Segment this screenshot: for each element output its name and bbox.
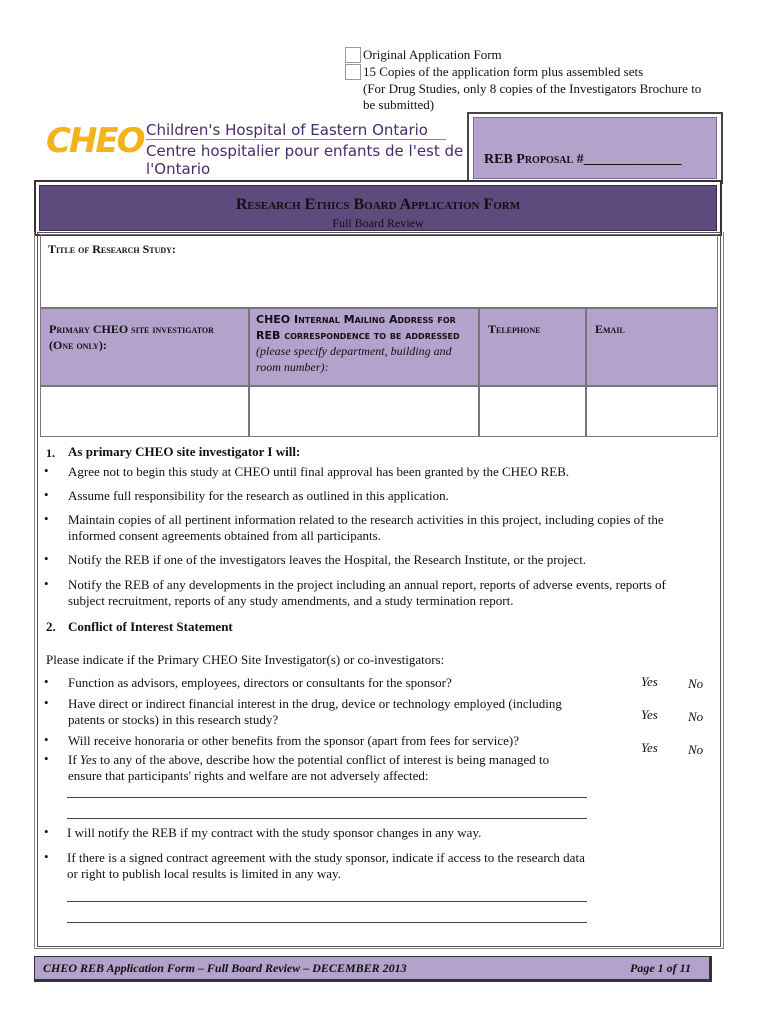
col-address-label [256,311,476,375]
signed-contract-item: If there is a signed contract agreement with the study sponsor, indicate if access to the research data [67,850,585,865]
coi-item-financial: Have direct or indirect financial interest in the drug, device or technology employed (including [68,696,562,711]
col-email-label: Email [595,322,625,336]
coi-item-describe-cont: ensure that participants' rights and welfare are not adversely affected: [68,768,429,783]
section1-heading: As primary CHEO site investigator I will: [68,444,301,459]
section1-number: 1. [46,446,55,460]
section2-intro: Please indicate if the Primary CHEO Site Investigator(s) or co-investigators: [46,652,445,667]
coi-item-honoraria: Will receive honoraria or other benefits from the sponsor (apart from fees for service)? [68,733,520,748]
coi-answer-line-1[interactable] [67,797,587,798]
yes-option-1[interactable]: Yes [641,674,658,689]
no-option-2[interactable]: No [688,709,704,724]
logo-divider [146,139,446,140]
study-title-field[interactable] [40,234,718,308]
telephone-input[interactable] [479,386,586,437]
footer-page-number: Page 1 of 11 [630,961,691,975]
coi-item-financial-cont: patents or stocks) in this research study? [68,712,279,727]
contract-answer-line-1[interactable] [67,901,587,902]
bullet-icon: • [44,695,49,710]
no-option-3[interactable]: No [688,742,704,757]
bullet-icon: • [44,751,49,766]
form-title: Research Ethics Board Application Form [235,196,521,213]
copies-checkbox[interactable] [345,64,361,80]
drug-studies-note: (For Drug Studies, only 8 copies of the Investigators Brochure to [363,81,702,96]
form-title-banner [34,180,722,236]
notify-contract-item: I will notify the REB if my contract with the study sponsor changes in any way. [67,825,482,840]
bullet-icon: • [44,824,49,839]
bullet-icon: • [44,551,49,566]
cheo-logo [46,118,466,178]
col-telephone-header [479,308,586,386]
section1-item-developments-cont: subject recruitment, reports of any study amendments, and a study termination report. [68,593,514,608]
bullet-icon: • [44,487,49,502]
email-input[interactable] [586,386,718,437]
bullet-icon: • [44,849,49,864]
logo-name-en: Children's Hospital of Eastern Ontario [146,121,428,139]
original-form-label: Original Application Form [363,47,502,62]
bullet-icon: • [44,576,49,591]
coi-item-advisors: Function as advisors, employees, directors or consultants for the sponsor? [68,675,452,690]
col-address-ital: (please specify department, building and room number) [256,344,452,374]
logo-name-fr: Centre hospitalier pour enfants de l'est de l'Ontario [146,142,464,178]
section1-item-copies-cont: informed consent agreements obtained from all participants. [68,528,381,543]
contract-answer-line-2[interactable] [67,922,587,923]
study-title-label: Title of Research Study: [48,242,176,256]
yes-option-2[interactable]: Yes [641,707,658,722]
address-input[interactable] [249,386,479,437]
col-telephone-label: Telephone [488,322,541,336]
section1-item-developments: Notify the REB of any developments in the project including an annual report, reports of adverse events, reports of [68,577,666,592]
investigator-input[interactable] [40,386,249,437]
if-word: If [68,752,77,767]
col-address-header [249,308,479,386]
bullet-icon: • [44,732,49,747]
col-address-end: : [324,360,329,374]
section1-item-investigators: Notify the REB if one of the investigators leaves the Hospital, the Research Institute, or the project. [68,552,587,567]
section2-heading: Conflict of Interest Statement [68,619,233,634]
yes-word: Yes [79,752,97,767]
coi-item-describe [68,751,608,768]
copies-label: 15 Copies of the application form plus assembled sets [363,64,644,79]
col-email-header [586,308,718,386]
form-subtitle: Full Board Review [332,216,424,230]
drug-studies-note-cont: be submitted) [363,97,435,112]
coi-answer-line-2[interactable] [67,818,587,819]
section1-item-copies: Maintain copies of all pertinent information related to the research activities in this project, including copies of the [68,512,664,527]
col-investigator-header [40,308,249,386]
footer-form-name: CHEO REB Application Form – Full Board Review – DECEMBER 2013 [43,961,407,975]
reb-proposal-label: REB Proposal #______________ [484,152,682,167]
col-investigator-label: Primary CHEO site investigator (One only): [49,322,214,352]
no-option-1[interactable]: No [688,676,704,691]
cheo-logo-mark: CHEO [46,121,144,161]
section2-number: 2. [46,619,56,634]
bullet-icon: • [44,674,49,689]
signed-contract-item-cont: or right to publish local results is limited in any way. [67,866,341,881]
coi-describe-text: to any of the above, describe how the potential conflict of interest is being managed to [100,752,550,767]
section1-item-responsibility: Assume full responsibility for the research as outlined in this application. [68,488,449,503]
page-footer [34,956,712,982]
yes-option-3[interactable]: Yes [641,740,658,755]
section1-item-approval: Agree not to begin this study at CHEO until final approval has been granted by the CHEO REB. [68,464,570,479]
bullet-icon: • [44,511,49,526]
col-address-bold: CHEO Internal Mailing Address for REB correspondence to be addressed [256,313,460,342]
original-form-checkbox[interactable] [345,47,361,63]
reb-proposal-box [467,112,723,184]
bullet-icon: • [44,463,49,478]
